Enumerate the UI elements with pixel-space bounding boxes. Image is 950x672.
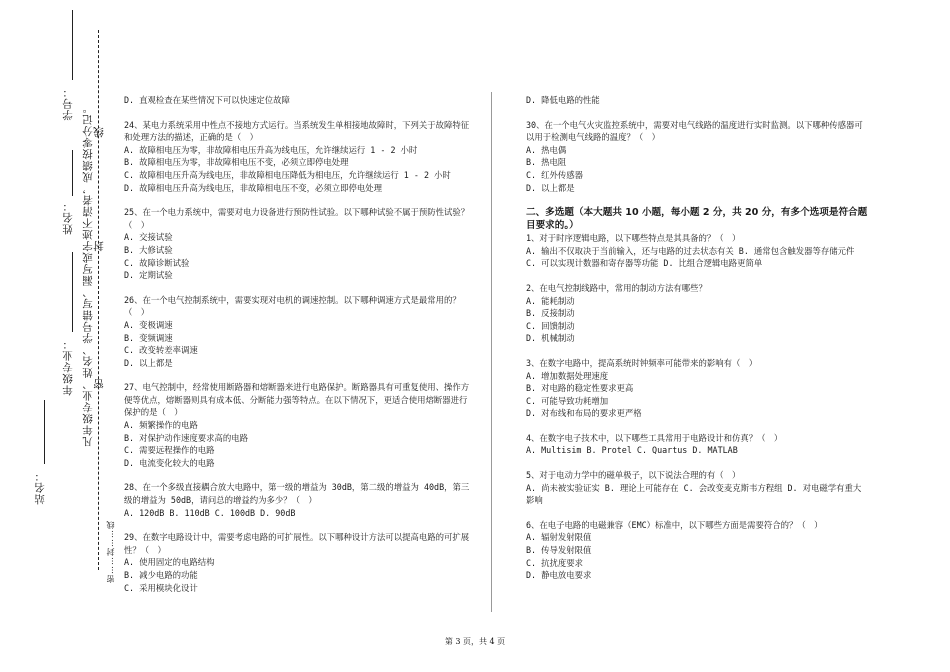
answer-option: C. 改变转差率调速: [124, 345, 198, 356]
answer-option: A. 120dB B. 110dB C. 100dB D. 90dB: [124, 507, 296, 518]
binding-warning: 凡年级专业、姓名、学号错写、漏写或字迹不清者，成绩按零分记。: [82, 102, 94, 447]
name-label: 姓名：: [62, 200, 74, 235]
station-line: [44, 400, 45, 464]
answer-option: A. 能耗制动: [526, 295, 575, 306]
answer-option: D. 以上都是: [526, 182, 575, 193]
section-heading: 二、多选题（本大题共 10 小题，每小题 2 分，共 20 分，有多个选项是符合题目要求的。）: [526, 207, 868, 232]
seal-mark: 密……封……线: [106, 520, 115, 583]
answer-option: A. 故障相电压为零，非故障相电压升高为线电压，允许继续运行 1 - 2 小时: [124, 144, 418, 155]
seal-char-feng: 封: [93, 240, 105, 252]
question-text: 3、在数字电路中，提高系统时钟频率可能带来的影响有（ ）: [526, 357, 758, 368]
spacer: [526, 270, 868, 282]
answer-option: C. 故障相电压升高为线电压，非故障相电压降低为相电压，允许继续运行 1 - 2 小时: [124, 169, 451, 180]
spacer: [526, 107, 868, 119]
question-text: 25、在一个电力系统中，需要对电力设备进行预防性试验。以下哪种试验不属于预防性试验？（ ）: [124, 207, 470, 230]
answer-option: A. 热电偶: [526, 144, 567, 155]
answer-option: D. 以上都是: [124, 357, 173, 368]
answer-option: D. 定期试验: [124, 270, 173, 281]
spacer: [526, 345, 868, 357]
answer-option: A. 增加数据处理速度: [526, 370, 609, 381]
answer-option: C. 抗扰度要求: [526, 557, 584, 568]
answer-option: D. 机械制动: [526, 333, 575, 344]
spacer: [124, 369, 474, 381]
major-label: 年级专业：: [62, 338, 74, 396]
answer-option: C. 故障诊断试验: [124, 257, 190, 268]
seal-char-mi: 密: [93, 378, 105, 390]
column-divider: [491, 92, 492, 612]
question-text: 28、在一个多级直接耦合放大电路中，第一级的增益为 30dB，第二级的增益为 40dB，第三级的增益为 50dB，请问总的增益约为多少？（ ）: [124, 482, 470, 506]
answer-option: D. 对布线和布局的要求更严格: [526, 408, 642, 419]
question-text: 4、在数字电子技术中，以下哪些工具常用于电路设计和仿真？（ ）: [526, 432, 783, 443]
answer-option: A. 使用固定的电路结构: [124, 557, 215, 568]
answer-option: B. 对电路的稳定性要求更高: [526, 383, 634, 394]
answer-option: C. 可能导致功耗增加: [526, 395, 609, 406]
answer-option: D. 静电放电要求: [526, 570, 592, 581]
answer-option: B. 传导发射限值: [526, 545, 592, 556]
spacer: [526, 420, 868, 432]
answer-option: B. 变频调速: [124, 332, 173, 343]
answer-option: D. 直观检查在某些情况下可以快速定位故障: [124, 95, 290, 105]
answer-option: B. 反接制动: [526, 308, 575, 319]
answer-option: C. 红外传感器: [526, 169, 584, 180]
question-text: 30、在一个电气火灾监控系统中，需要对电气线路的温度进行实时监测。以下哪种传感器可以用于检测电气线路的温度？（ ）: [526, 119, 863, 143]
answer-option: A. 变极调速: [124, 319, 173, 330]
spacer: [526, 457, 868, 469]
question-text: 6、在电子电路的电磁兼容（EMC）标准中，以下哪些方面是需要符合的？（ ）: [526, 519, 823, 530]
student-no-line: [72, 10, 73, 80]
spacer: [124, 194, 474, 206]
spacer: [124, 469, 474, 481]
station-label: 站名：: [34, 470, 46, 505]
student-no-label: 学号：: [62, 86, 74, 121]
question-text: 24、某电力系统采用中性点不接地方式运行。当系统发生单相接地故障时，下列关于故障特征和处理方法的描述，正确的是（ ）: [124, 119, 470, 143]
spacer: [526, 194, 868, 206]
seal-dashed-line: [98, 30, 99, 570]
spacer: [124, 107, 474, 119]
binding-margin: [0, 0, 118, 672]
answer-option: D. 电流变化较大的电路: [124, 457, 215, 468]
answer-option: A. 输出不仅取决于当前输入，还与电路的过去状态有关 B. 通常包含触发器等存储元件: [526, 245, 855, 256]
right-column: [526, 94, 868, 582]
major-line: [72, 252, 73, 332]
name-line: [72, 150, 73, 196]
answer-option: A. 尚未被实验证实 B. 理论上可能存在 C. 会改变麦克斯韦方程组 D. 对电磁学有重大影响: [526, 482, 862, 506]
spacer: [124, 519, 474, 531]
answer-option: B. 减少电路的功能: [124, 570, 198, 580]
question-text: 2、在电气控制线路中，常用的制动方法有哪些？: [526, 282, 707, 293]
answer-option: D. 故障相电压升高为线电压，非故障相电压不变，必须立即停电处理: [124, 182, 382, 193]
answer-option: C. 需要远程操作的电路: [124, 445, 215, 456]
answer-option: B. 故障相电压为零，非故障相电压不变，必须立即停电处理: [124, 157, 349, 168]
page-footer: 第 3 页，共 4 页: [444, 637, 506, 646]
spacer: [124, 282, 474, 294]
question-text: 27、电气控制中，经常使用断路器和熔断器来进行电路保护。断路器具有可重复使用、操作方便等优点，熔断器则具有成本低、分断能力强等特点。在以下情况下，更适合使用熔断器进行保护的是（ ）: [124, 382, 470, 418]
spacer: [526, 507, 868, 519]
answer-option: A. 辐射发射限值: [526, 532, 592, 543]
answer-option: A. Multisim B. Protel C. Quartus D. MATLAB: [526, 445, 738, 456]
answer-option: D. 降低电路的性能: [526, 95, 600, 105]
question-text: 1、对于时序逻辑电路，以下哪些特点是其具备的？（ ）: [526, 233, 741, 244]
answer-option: B. 对保护动作速度要求高的电路: [124, 432, 249, 443]
question-text: 26、在一个电气控制系统中，需要实现对电机的调速控制。以下哪种调速方式是最常用的？（ ）: [124, 294, 461, 318]
left-column: [124, 94, 474, 594]
answer-option: C. 可以实现计数器和寄存器等功能 D. 比组合逻辑电路更简单: [526, 258, 763, 269]
answer-option: C. 采用模块化设计: [124, 582, 198, 593]
answer-option: A. 频繁操作的电路: [124, 420, 198, 431]
answer-option: B. 热电阻: [526, 157, 567, 168]
seal-char-xian: 线: [93, 126, 105, 138]
answer-option: B. 大修试验: [124, 244, 173, 255]
question-text: 5、对于电动力学中的磁单极子，以下说法合理的有（ ）: [526, 470, 741, 481]
answer-option: A. 交接试验: [124, 232, 173, 243]
answer-option: C. 回馈制动: [526, 320, 575, 331]
question-text: 29、在数字电路设计中，需要考虑电路的可扩展性。以下哪种设计方法可以提高电路的可扩展性？（ ）: [124, 532, 470, 555]
